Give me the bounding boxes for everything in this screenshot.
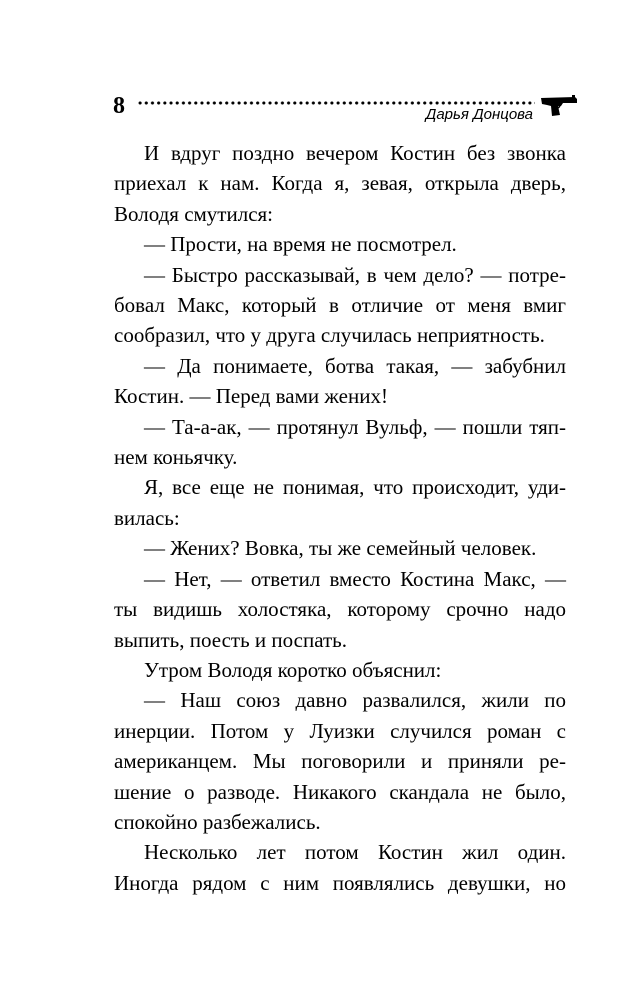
text-line: сообразил, что у друга случилась неприятность.: [114, 323, 545, 348]
text-line: И вдруг поздно вечером Костин без звонка: [144, 141, 566, 165]
text-line: Несколько лет потом Костин жил один.: [144, 840, 566, 865]
text-line: — Жених? Вовка, ты же семейный человек.: [144, 536, 537, 561]
page-number: 8: [113, 93, 125, 119]
text-line: Я, все еще не понимая, что происходит, уди-: [144, 475, 566, 500]
author-name: Дарья Донцова: [425, 106, 533, 123]
text-line: бовал Макс, который в отличие от меня вмиг: [114, 293, 566, 318]
dotted-rule: [137, 101, 535, 105]
paragraph: [114, 412, 566, 473]
body-text: [114, 138, 566, 898]
text-line: инерции. Потом у Луизки случился роман с: [114, 718, 566, 743]
paragraph: [114, 472, 566, 533]
text-line: ты видишь холостяка, которому срочно надо: [114, 597, 566, 622]
text-line: — Нет, — ответил вместо Костина Макс, —: [144, 566, 566, 591]
text-line: спокойно разбежались.: [114, 809, 321, 834]
paragraph: [114, 229, 566, 259]
paragraph: [114, 138, 566, 229]
paragraph: [114, 685, 566, 837]
paragraph: [114, 351, 566, 412]
text-line: нем коньячку.: [114, 445, 238, 470]
text-line: Утром Володя коротко объяснил:: [144, 657, 442, 682]
text-line: шение о разводе. Никакого скандала не было,: [114, 779, 566, 804]
paragraph: [114, 533, 566, 563]
text-line: приехал к нам. Когда я, зевая, открыла дверь,: [114, 171, 566, 196]
text-line: — Та-а-ак, — протянул Вульф, — пошли тяп-: [144, 414, 566, 439]
text-line: выпить, поесть и поспать.: [114, 627, 348, 652]
text-line: — Быстро рассказывай, в чем дело? — потре-: [144, 262, 566, 287]
text-line: — Прости, на время не посмотрел.: [144, 232, 457, 257]
paragraph: [114, 564, 566, 655]
text-line: американцем. Мы поговорили и приняли ре-: [114, 749, 566, 774]
paragraph: [114, 837, 566, 898]
text-line: вилась:: [114, 505, 180, 530]
text-line: Иногда рядом с ним появлялись девушки, но: [114, 870, 566, 895]
text-line: Костин. — Перед вами жених!: [114, 384, 388, 409]
pistol-icon: [539, 94, 579, 118]
paragraph: [114, 655, 566, 685]
text-line: Володя смутился:: [114, 201, 274, 226]
text-line: — Да понимаете, ботва такая, — забубнил: [144, 353, 566, 378]
paragraph: [114, 260, 566, 351]
text-line: — Наш союз давно развалился, жили по: [144, 688, 566, 713]
